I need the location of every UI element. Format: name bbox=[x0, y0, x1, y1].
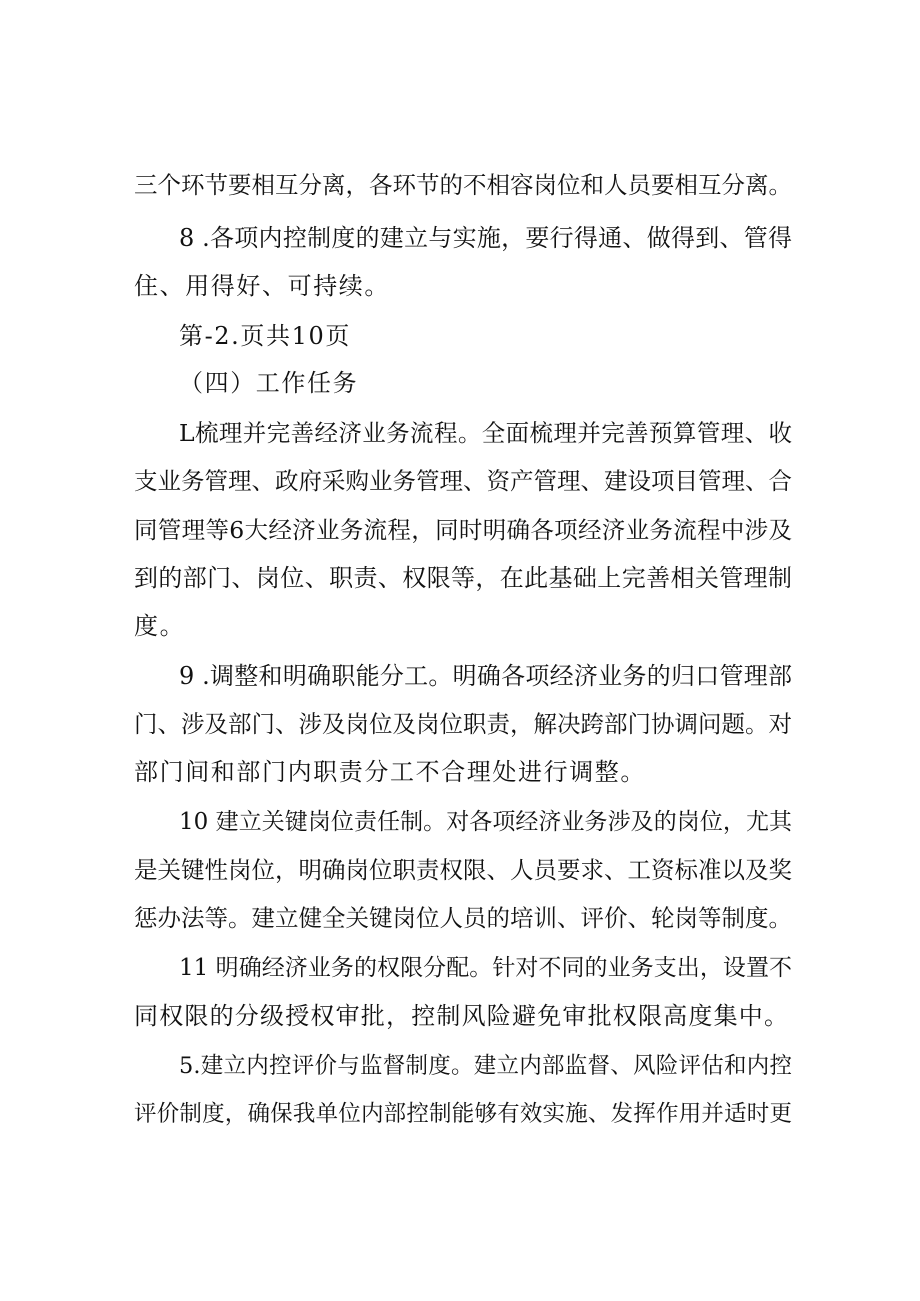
text-line-17: 11 明确经济业务的权限分配。针对不同的业务支出，设置不 bbox=[179, 955, 792, 981]
text-line-10: 度。 bbox=[134, 612, 186, 640]
text-line-6: L梳理并完善经济业务流程。全面梳理并完善预算管理、收 bbox=[179, 419, 792, 447]
page-number-note: 第-2.页共10页 bbox=[179, 322, 351, 350]
text-line-16: 惩办法等。建立健全关键岗位人员的培训、评价、轮岗等制度。 bbox=[134, 904, 792, 932]
section-heading: （四）工作任务 bbox=[179, 369, 359, 397]
text-line-18: 同权限的分级授权审批，控制风险避免审批权限高度集中。 bbox=[134, 1002, 790, 1030]
text-line-1: 三个环节要相互分离，各环节的不相容岗位和人员要相互分离。 bbox=[134, 171, 792, 199]
text-line-14: 10 建立关键岗位责任制。对各项经济业务涉及的岗位，尤其 bbox=[179, 809, 792, 835]
text-line-8: 同管理等6大经济业务流程，同时明确各项经济业务流程中涉及 bbox=[134, 516, 792, 544]
text-line-11: 9 .调整和明确职能分工。明确各项经济业务的归口管理部 bbox=[179, 662, 792, 690]
text-line-9: 到的部门、岗位、职责、权限等，在此基础上完善相关管理制 bbox=[134, 564, 792, 592]
text-line-19: 5.建立内控评价与监督制度。建立内部监督、风险评估和内控 bbox=[179, 1053, 792, 1079]
text-line-7: 支业务管理、政府采购业务管理、资产管理、建设项目管理、合 bbox=[134, 467, 792, 495]
text-line-20: 评价制度，确保我单位内部控制能够有效实施、发挥作用并适时更 bbox=[134, 1101, 792, 1127]
text-line-2: 8 .各项内控制度的建立与实施，要行得通、做得到、管得 bbox=[179, 224, 792, 252]
text-line-3: 住、用得好、可持续。 bbox=[134, 272, 390, 300]
text-line-12: 门、涉及部门、涉及岗位及岗位职责，解决跨部门协调问题。对 bbox=[134, 710, 792, 738]
text-line-13: 部门间和部门内职责分工不合理处进行调整。 bbox=[134, 758, 646, 786]
text-line-15: 是关键性岗位，明确岗位职责权限、人员要求、工资标准以及奖 bbox=[134, 856, 792, 884]
